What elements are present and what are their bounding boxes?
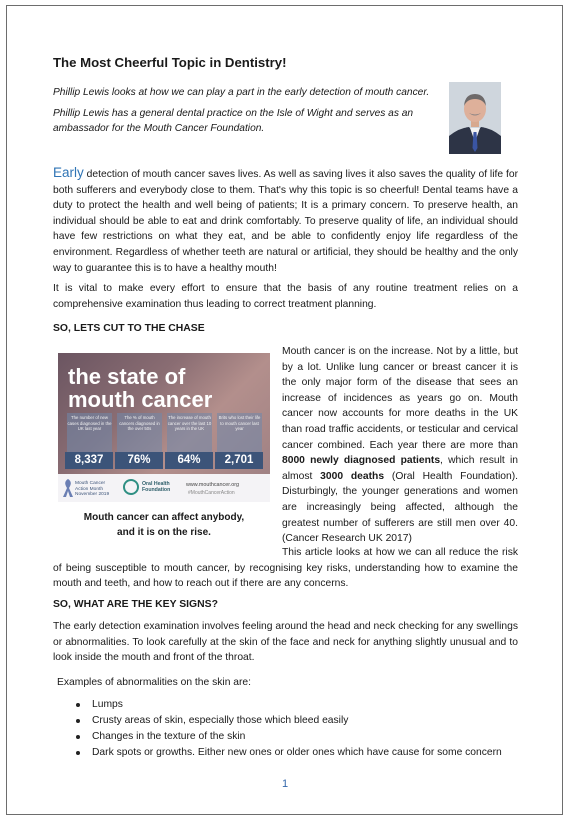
stat-value: 76% (115, 452, 163, 469)
section-heading-2: SO, WHAT ARE THE KEY SIGNS? (53, 599, 218, 610)
list-item: Changes in the texture of the skin (76, 729, 502, 745)
standfirst: Phillip Lewis looks at how we can play a part in the early detection of mouth cancer. (53, 87, 430, 98)
deaths-highlight: 3000 deaths (320, 470, 385, 482)
stat-value: 64% (165, 452, 213, 469)
figure-caption-line1: Mouth cancer can affect anybody, (83, 512, 245, 523)
foundation-logo-text: Oral Health Foundation (142, 481, 171, 493)
infographic-title-line2: mouth cancer (68, 387, 213, 412)
column-text: (Oral Health Foundation). Disturbingly, the younger generations and women are increasingly being affected, although the greatest number of sufferers are still men over 40. (Cancer Research UK 2017) (282, 470, 518, 545)
website-url: www.mouthcancer.org (186, 482, 240, 488)
page-number: 1 (282, 778, 289, 790)
column-text: Mouth cancer is on the increase. Not by a little, but by a lot. Unlike lung cancer or breast cancer it is the only major form of the disease that sees an increase of incidences as years go on. Mouth cancer now accounts for more deaths in the UK than road traffic accidents, or testicular and cervical cancer combined. Each year there are more than (282, 346, 518, 451)
author-bio: Phillip Lewis has a general dental practice on the Isle of Wight and serves as an ambassador for the Mouth Cancer Foundation. (53, 108, 414, 134)
foundation-logo-icon (123, 479, 139, 495)
paragraph-2: It is vital to make every effort to ensure that the basis of any routine treatment relies on a comprehensive examination thus leading to correct treatment planning. (53, 283, 518, 310)
column-text: , which result in almost (282, 455, 518, 482)
figure-caption-line2: and it is on the rise. (117, 527, 211, 538)
hashtag: #MouthCancerAction (188, 490, 235, 496)
infographic-footer (58, 474, 270, 502)
stat-label: The number of new cases diagnosed in the UK last year (67, 415, 112, 432)
abnormalities-list (76, 697, 502, 761)
stat-value: 2,701 (215, 452, 263, 469)
intro-text: detection of mouth cancer saves lives. As well as saving lives it also saves the quality of life for both sufferers and everybody close to them. That's why this topic is so cheerful! Dental teams have a duty to protect the health and well being of patients; It is a primary concern. To preserve health, an individual should be able to eat and drink comfortably. To preserve quality of life, an individual should have few restrictions on what they eat, and be able to confidently enjoy life regardless of the environment. Regardless of whether teeth are natural or artificial, they should be healthy and the only way to guarantee this is to have a healthy mouth! (53, 169, 518, 274)
author-photo (449, 82, 501, 154)
article-title: The Most Cheerful Topic in Dentistry! (53, 55, 287, 70)
paragraph-4: The early detection examination involves feeling around the head and neck checking for any swellings or abnormalities. To look carefully at the skin of the face and neck for anything slightly unusual and to look inside the mouth and front of the throat. (53, 621, 518, 664)
paragraph-3: This article looks at how we can all reduce the risk of being susceptible to mouth cancer, by recognising key risks, understanding how to examine the mouth and teeth, and how to reach out if there are any concerns. (53, 547, 518, 590)
intro-paragraph (53, 165, 518, 276)
campaign-logo-text: Mouth Cancer Action Month November 2019 (75, 481, 110, 498)
list-item: Lumps (76, 697, 502, 713)
list-item: Crusty areas of skin, especially those which bleed easily (76, 713, 502, 729)
examples-intro: Examples of abnormalities on the skin are: (57, 677, 252, 688)
section-heading-1: SO, LETS CUT TO THE CHASE (53, 323, 205, 334)
right-column-text (282, 344, 518, 547)
intro-first-word: Early (53, 165, 84, 180)
awareness-ribbon-icon (62, 478, 74, 498)
stat-label: The increase of mouth cancer over the last 10 years in the UK (167, 415, 212, 432)
infographic-title-line1: the state of (68, 364, 186, 389)
new-cases-highlight: 8000 newly diagnosed patients (282, 455, 441, 467)
infographic (58, 353, 270, 502)
stat-label: Brits who lost their life to mouth cancer last year (218, 415, 261, 432)
list-item: Dark spots or growths. Either new ones or older ones which have cause for some concern (76, 745, 502, 761)
stat-value: 8,337 (65, 452, 113, 469)
stat-label: The % of mouth cancers diagnosed in the over 50s (119, 415, 160, 432)
